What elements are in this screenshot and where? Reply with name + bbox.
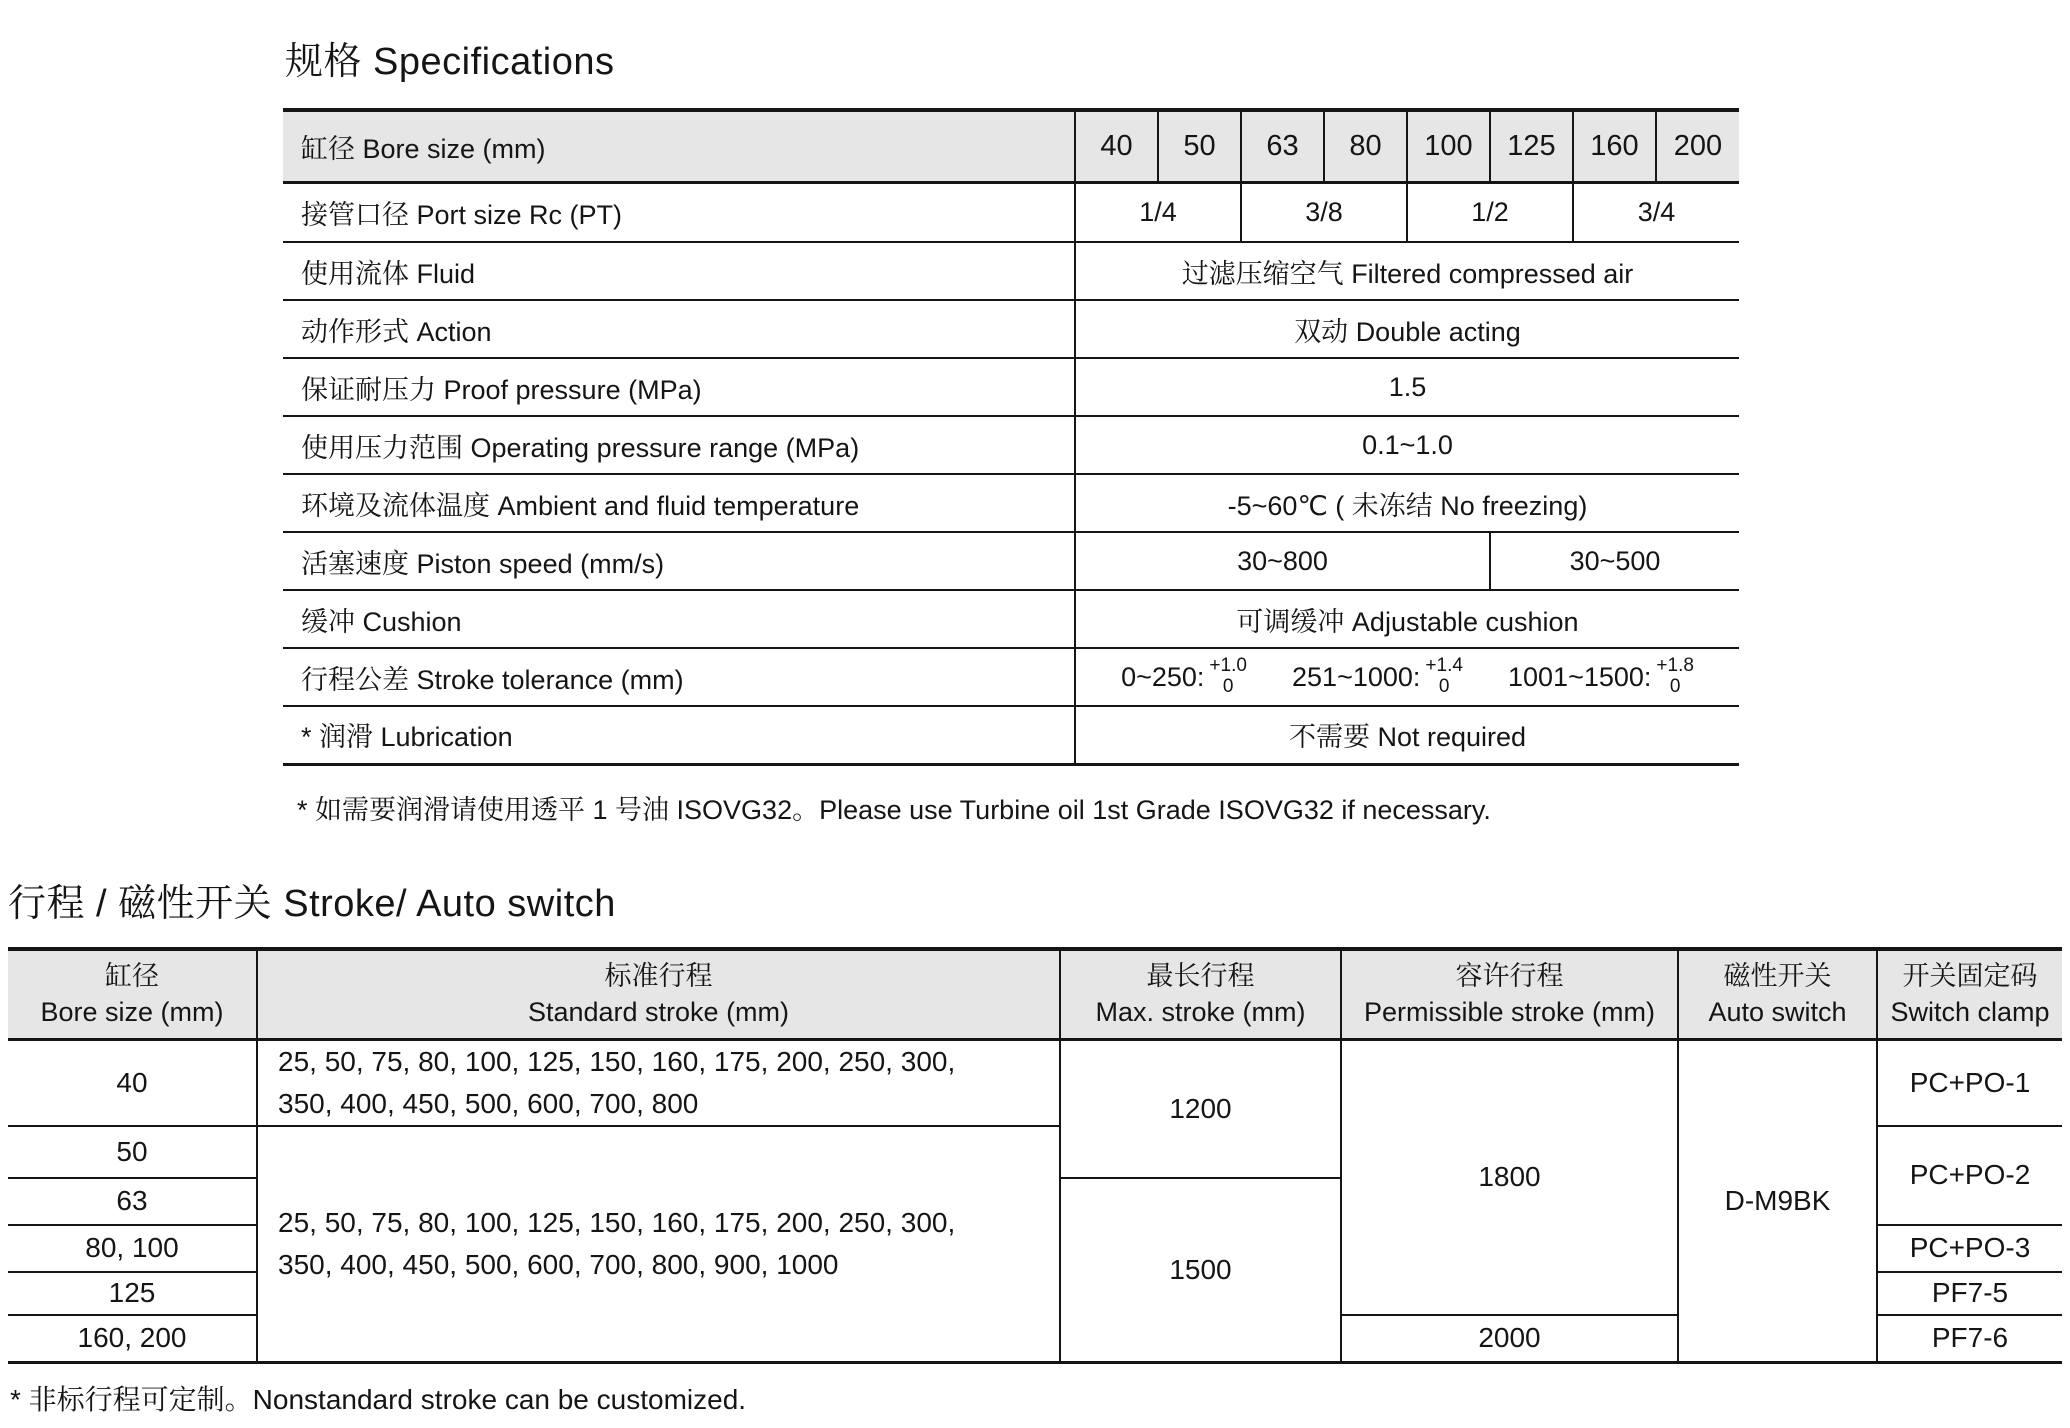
switch-clamp-cell: PF7-6: [1877, 1315, 2062, 1363]
tolerance-group: 251~1000: +1.4 0: [1292, 655, 1463, 697]
bore-size-cell: 160: [1573, 110, 1656, 182]
spec-row-proof-pressure: [283, 358, 1739, 416]
spec-temperature-label: 环境及流体温度 Ambient and fluid temperature: [283, 474, 1075, 532]
max-stroke-1200: 1200: [1060, 1039, 1341, 1178]
permissible-stroke-2000: 2000: [1341, 1315, 1678, 1363]
spec-cushion-value: 可调缓冲 Adjustable cushion: [1075, 590, 1739, 648]
bore-size-cell: 80: [1324, 110, 1407, 182]
spec-port-label: 接管口径 Port size Rc (PT): [283, 182, 1075, 242]
spec-action-value: 双动 Double acting: [1075, 300, 1739, 358]
spec-lubrication-value: 不需要 Not required: [1075, 706, 1739, 764]
tolerance-group: 1001~1500: +1.8 0: [1508, 655, 1694, 697]
bore-size-cell: 125: [1490, 110, 1573, 182]
tolerance-limits: +1.8 0: [1656, 655, 1694, 697]
spec-pressure-range-value: 0.1~1.0: [1075, 416, 1739, 474]
bore-cell: 125: [8, 1272, 257, 1315]
spec-row-cushion: [283, 590, 1739, 648]
spec-fluid-value: 过滤压缩空气 Filtered compressed air: [1075, 242, 1739, 300]
specifications-table: [283, 108, 1739, 766]
spec-row-fluid: [283, 242, 1739, 300]
bore-size-cell: 200: [1656, 110, 1739, 182]
spec-row-temperature: [283, 474, 1739, 532]
standard-stroke-50-200: 25, 50, 75, 80, 100, 125, 150, 160, 175, 200, 250, 300, 350, 400, 450, 500, 600, 700, 800, 900, 1000: [257, 1126, 1060, 1363]
spec-row-port: [283, 182, 1739, 242]
switch-clamp-cell: PF7-5: [1877, 1272, 2062, 1315]
spec-row-action: [283, 300, 1739, 358]
bore-size-cell: 50: [1158, 110, 1241, 182]
port-size-cell: 3/4: [1573, 182, 1739, 242]
spec-lubrication-label: * 润滑 Lubrication: [283, 706, 1075, 764]
header-switch-clamp: 开关固定码 Switch clamp: [1877, 949, 2062, 1039]
port-size-cell: 3/8: [1241, 182, 1407, 242]
header-bore-size: 缸径 Bore size (mm): [8, 949, 257, 1039]
spec-proof-value: 1.5: [1075, 358, 1739, 416]
piston-speed-low-bore: 30~800: [1075, 532, 1490, 590]
header-max-stroke: 最长行程 Max. stroke (mm): [1060, 949, 1341, 1039]
port-size-cell: 1/4: [1075, 182, 1241, 242]
specifications-title: 规格 Specifications: [285, 41, 615, 83]
bore-size-cell: 63: [1241, 110, 1324, 182]
spec-stroke-tolerance-label: 行程公差 Stroke tolerance (mm): [283, 648, 1075, 706]
bore-size-cell: 100: [1407, 110, 1490, 182]
tolerance-group: 0~250: +1.0 0: [1121, 655, 1247, 697]
max-stroke-1500: 1500: [1060, 1178, 1341, 1363]
spec-row-pressure-range: [283, 416, 1739, 474]
spec-proof-label: 保证耐压力 Proof pressure (MPa): [283, 358, 1075, 416]
stroke-footnote: * 非标行程可定制。Nonstandard stroke can be customized.: [10, 1384, 747, 1415]
auto-switch-model: D-M9BK: [1678, 1039, 1877, 1363]
bore-size-cell: 40: [1075, 110, 1158, 182]
spec-row-lubrication: [283, 706, 1739, 764]
bore-cell: 40: [8, 1039, 257, 1126]
bore-cell: 50: [8, 1126, 257, 1178]
header-standard-stroke: 标准行程 Standard stroke (mm): [257, 949, 1060, 1039]
spec-bore-label: 缸径 Bore size (mm): [283, 110, 1075, 182]
bore-cell: 80, 100: [8, 1225, 257, 1272]
spec-row-bore: [283, 110, 1739, 182]
spec-stroke-tolerance-value: [1075, 648, 1739, 706]
bore-cell: 63: [8, 1178, 257, 1225]
spec-pressure-range-label: 使用压力范围 Operating pressure range (MPa): [283, 416, 1075, 474]
stroke-row-40: [8, 1039, 2062, 1126]
specifications-footnote: * 如需要润滑请使用透平 1 号油 ISOVG32。Please use Turbine oil 1st Grade ISOVG32 if necessary.: [297, 795, 1491, 825]
permissible-stroke-1800: 1800: [1341, 1039, 1678, 1315]
stroke-header-row: [8, 949, 2062, 1039]
spec-piston-speed-label: 活塞速度 Piston speed (mm/s): [283, 532, 1075, 590]
switch-clamp-cell: PC+PO-1: [1877, 1039, 2062, 1126]
spec-row-stroke-tolerance: [283, 648, 1739, 706]
stroke-auto-switch-table: [8, 947, 2062, 1364]
spec-action-label: 动作形式 Action: [283, 300, 1075, 358]
standard-stroke-40: 25, 50, 75, 80, 100, 125, 150, 160, 175, 200, 250, 300, 350, 400, 450, 500, 600, 700, 800: [257, 1039, 1060, 1126]
stroke-auto-switch-title: 行程 / 磁性开关 Stroke/ Auto switch: [8, 883, 616, 925]
switch-clamp-cell: PC+PO-2: [1877, 1126, 2062, 1225]
header-permissible-stroke: 容许行程 Permissible stroke (mm): [1341, 949, 1678, 1039]
switch-clamp-cell: PC+PO-3: [1877, 1225, 2062, 1272]
piston-speed-high-bore: 30~500: [1490, 532, 1739, 590]
bore-cell: 160, 200: [8, 1315, 257, 1363]
spec-temperature-value: -5~60℃ ( 未冻结 No freezing): [1075, 474, 1739, 532]
spec-fluid-label: 使用流体 Fluid: [283, 242, 1075, 300]
tolerance-limits: +1.4 0: [1425, 655, 1463, 697]
spec-cushion-label: 缓冲 Cushion: [283, 590, 1075, 648]
port-size-cell: 1/2: [1407, 182, 1573, 242]
header-auto-switch: 磁性开关 Auto switch: [1678, 949, 1877, 1039]
spec-row-piston-speed: [283, 532, 1739, 590]
tolerance-limits: +1.0 0: [1209, 655, 1247, 697]
